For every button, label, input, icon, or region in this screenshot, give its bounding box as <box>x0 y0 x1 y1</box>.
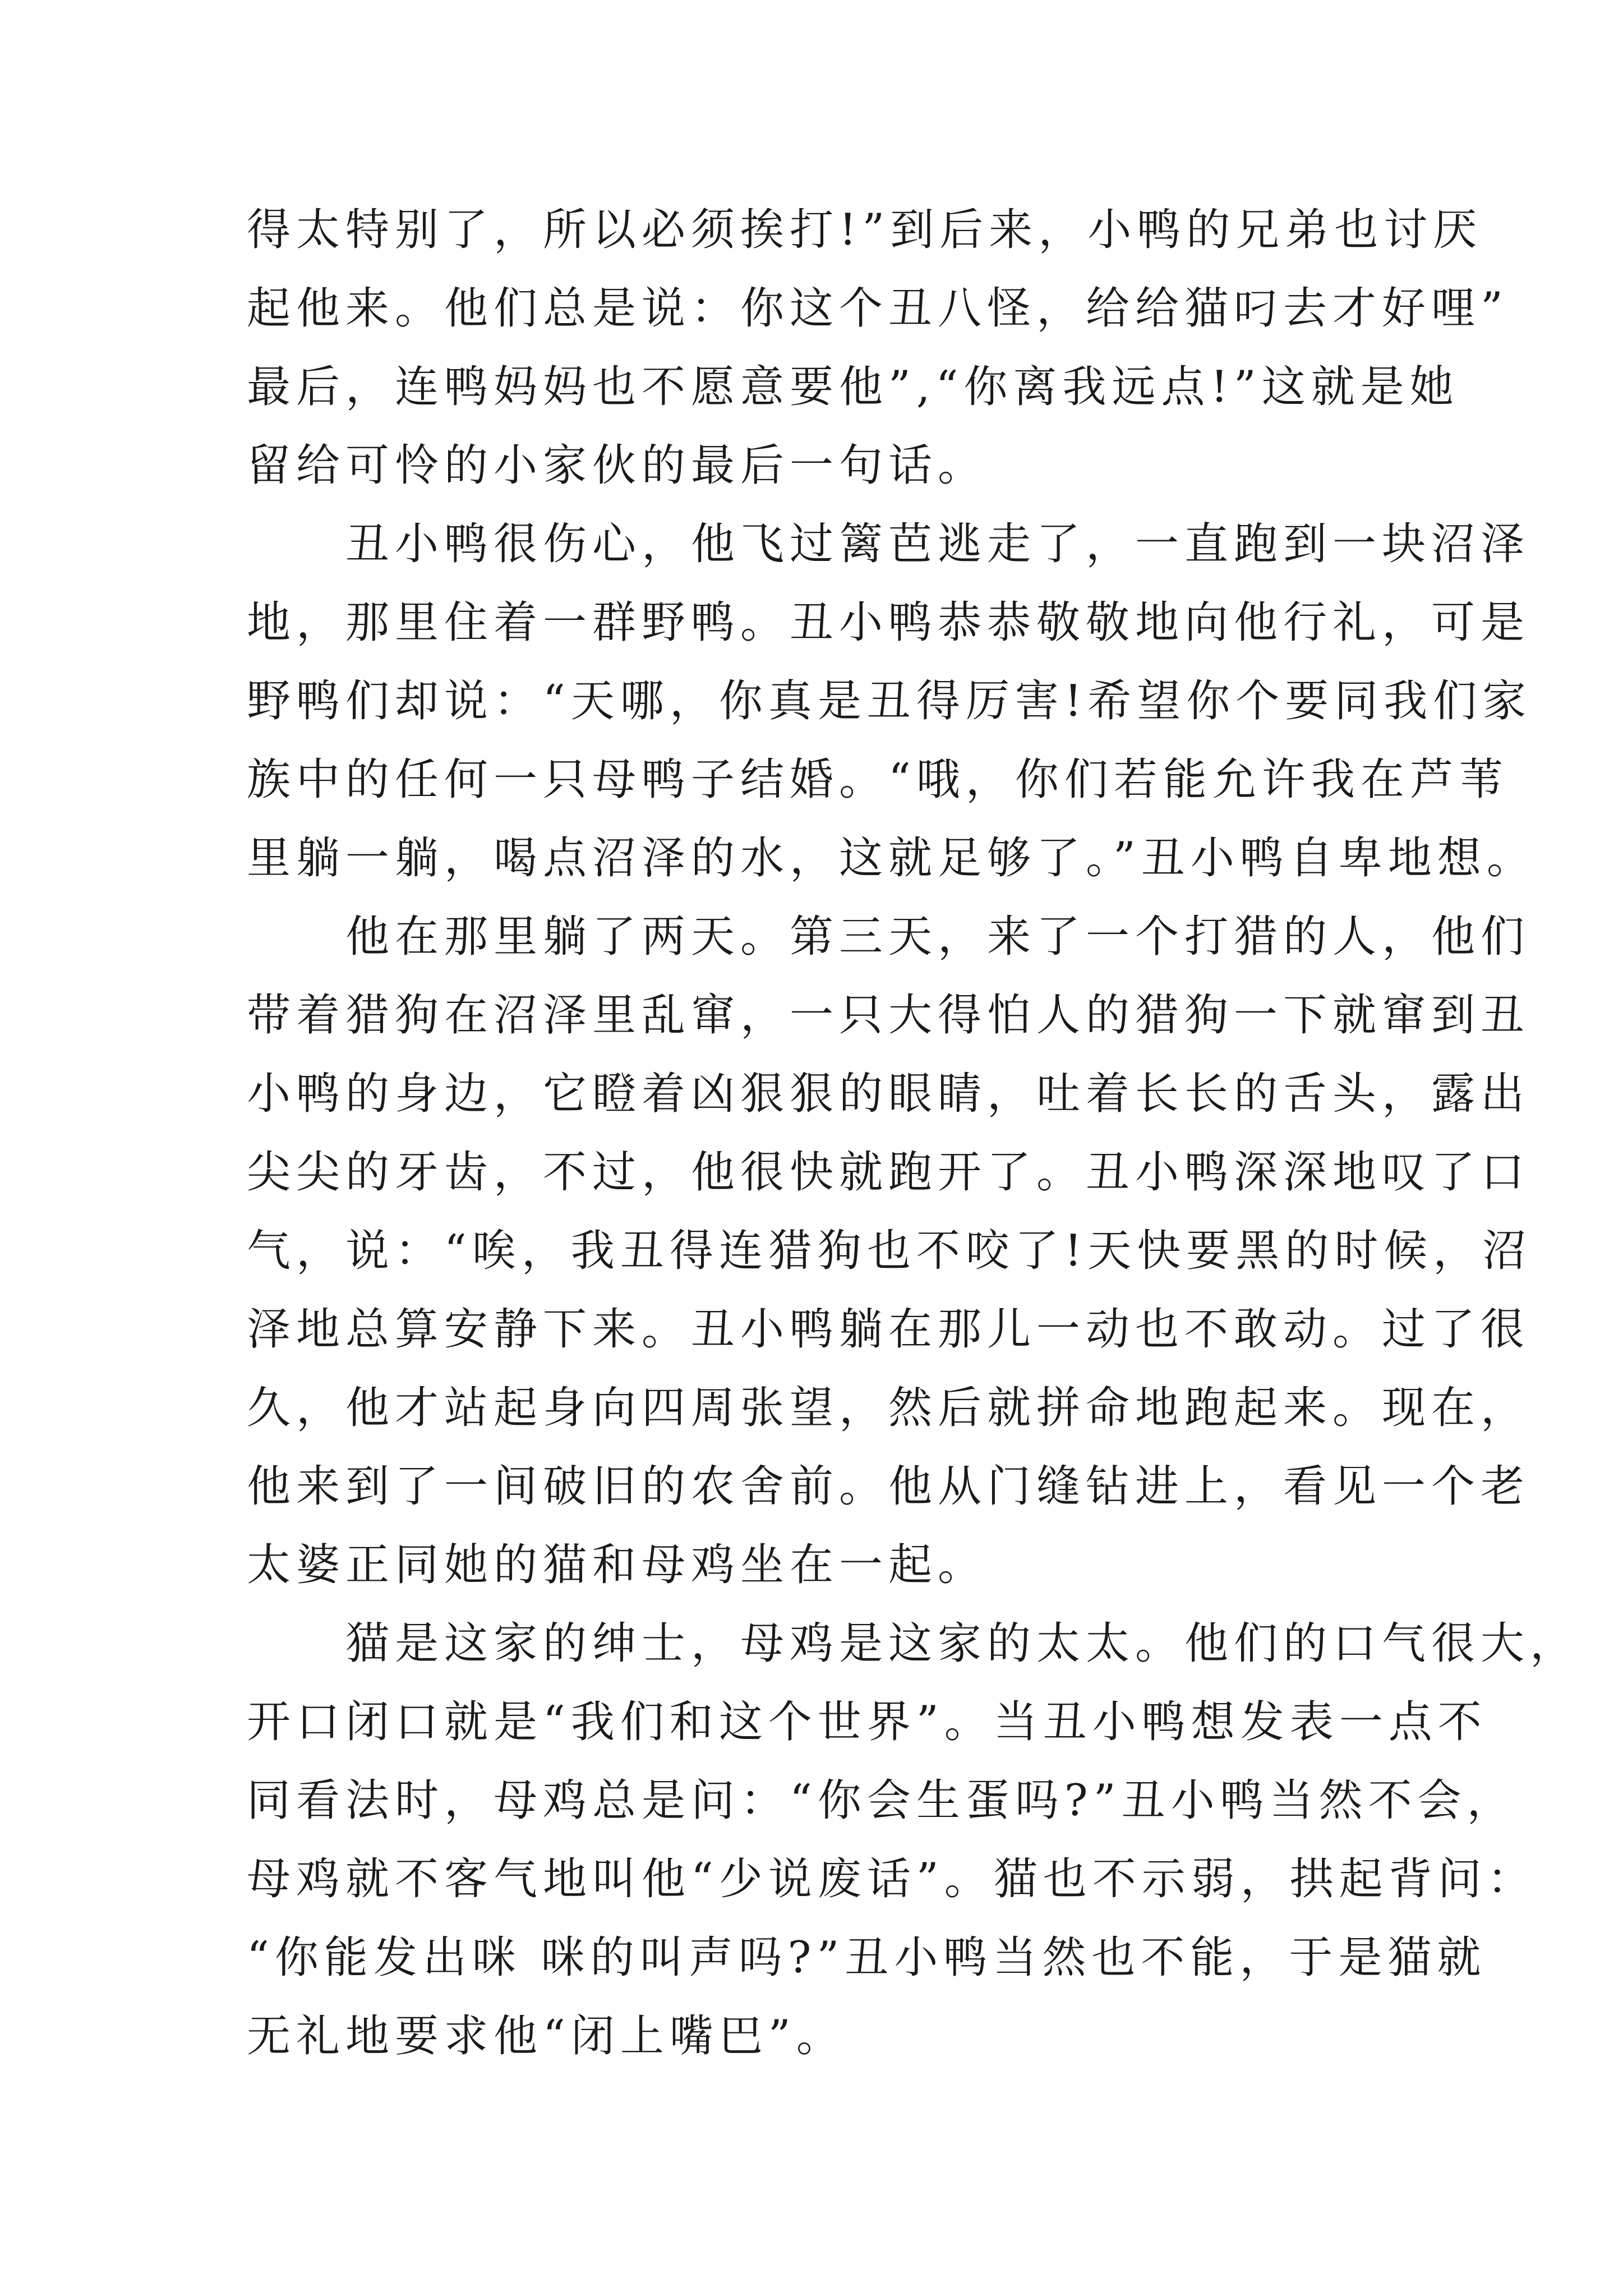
text-line: 起他来。他们总是说：你这个丑八怪，给给猫叼去才好哩” <box>247 283 1509 334</box>
text-line: 里躺一躺，喝点沼泽的水，这就足够了。”丑小鸭自卑地想。 <box>247 833 1536 884</box>
text-line: 最后，连鸭妈妈也不愿意要他”,“你离我远点!”这就是她 <box>247 362 1459 412</box>
text-line: “你能发出咪 咪的叫声吗?”丑小鸭当然也不能，于是猫就 <box>247 1932 1487 1983</box>
text-line: 太婆正同她的猫和母鸡坐在一起。 <box>247 1540 988 1590</box>
paragraph-3 <box>247 898 1532 1604</box>
paragraph-2 <box>247 505 1536 898</box>
text-line: 母鸡就不客气地叫他“少说废话”。猫也不示弱，拱起背问： <box>247 1854 1537 1904</box>
text-line: 气，说：“唉，我丑得连猎狗也不咬了!天快要黑的时候，沼 <box>247 1226 1532 1276</box>
text-line: 久，他才站起身向四周张望，然后就拼命地跑起来。现在， <box>247 1383 1530 1433</box>
text-line: 同看法时，母鸡总是问：“你会生蛋吗?”丑小鸭当然不会， <box>247 1775 1516 1826</box>
text-line: 族中的任何一只母鸭子结婚。“哦，你们若能允许我在芦苇 <box>247 754 1509 805</box>
paragraph-4 <box>247 1604 1580 2076</box>
text-line: 得太特别了，所以必须挨打!”到后来，小鸭的兄弟也讨厌 <box>247 205 1483 255</box>
text-line: 野鸭们却说：“天哪，你真是丑得厉害!希望你个要同我们家 <box>247 676 1532 726</box>
text-line: 无礼地要求他“闭上嘴巴”。 <box>247 2011 846 2062</box>
text-line: 丑小鸭很伤心，他飞过篱芭逃走了，一直跑到一块沼泽 <box>247 519 1530 569</box>
body-text <box>247 191 1580 2076</box>
text-line: 他来到了一间破旧的农舍前。他从门缝钻进上，看见一个老 <box>247 1461 1530 1512</box>
text-line: 留给可怜的小家伙的最后一句话。 <box>247 440 988 491</box>
text-line: 地，那里住着一群野鸭。丑小鸭恭恭敬敬地向他行礼，可是 <box>247 597 1530 648</box>
text-line: 尖尖的牙齿，不过，他很快就跑开了。丑小鸭深深地叹了口 <box>247 1147 1530 1198</box>
text-line: 开口闭口就是“我们和这个世界”。当丑小鸭想发表一点不 <box>247 1697 1487 1747</box>
text-line: 猫是这家的绅士，母鸡是这家的太太。他们的口气很大， <box>247 1618 1580 1669</box>
text-line: 他在那里躺了两天。第三天，来了一个打猎的人，他们 <box>247 912 1530 962</box>
text-line: 带着猎狗在沼泽里乱窜，一只大得怕人的猎狗一下就窜到丑 <box>247 990 1530 1041</box>
text-line: 泽地总算安静下来。丑小鸭躺在那儿一动也不敢动。过了很 <box>247 1304 1530 1355</box>
paragraph-1 <box>247 191 1509 505</box>
text-line: 小鸭的身边，它瞪着凶狠狠的眼睛，吐着长长的舌头，露出 <box>247 1069 1530 1119</box>
